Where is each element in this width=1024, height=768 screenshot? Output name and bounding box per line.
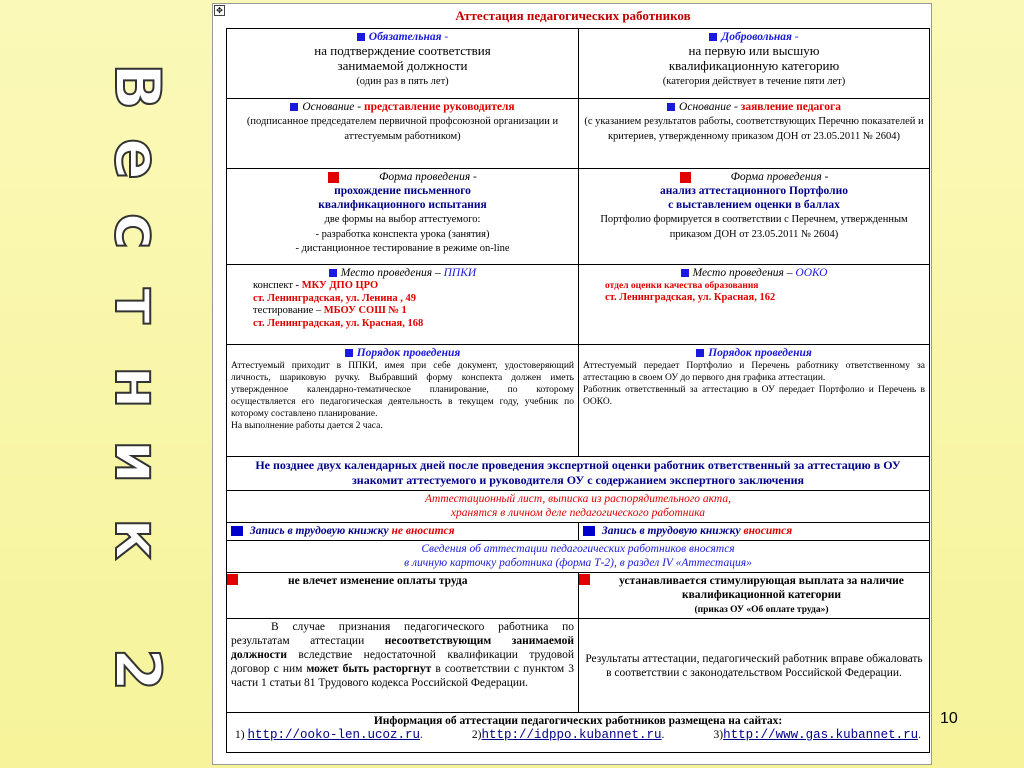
left-kind: Обязательная xyxy=(368,31,442,43)
blue-square-bullet-icon xyxy=(345,349,353,357)
left-workbook-cell xyxy=(227,523,579,541)
link-num-2: 2) xyxy=(471,729,482,741)
right-order-text-2: Работник ответственный за аттестацию в ОУ передает Портфолио и Перечень в ООКО. xyxy=(583,385,925,407)
right-place-org: ООКО xyxy=(795,267,828,279)
right-purpose-2: квалификационную категорию xyxy=(668,58,840,73)
left-basis-note: (подписанное председателем первичной профсоюзной организации и аттестуемым работником) xyxy=(246,116,559,142)
link-item-1 xyxy=(235,728,423,742)
left-form-cell xyxy=(227,169,579,265)
link-num-1: 1) xyxy=(235,729,245,741)
left-result-bold-2: может быть расторгнут xyxy=(306,663,432,675)
blue-square-bullet-icon xyxy=(681,269,689,277)
info-cell xyxy=(227,713,930,753)
right-order-label: Порядок проведения xyxy=(708,347,812,359)
link-tail-1: . xyxy=(420,729,423,741)
vertical-number: 2 xyxy=(101,648,174,692)
document-title: Аттестация педагогических работников xyxy=(455,8,691,23)
page-number: 10 xyxy=(940,710,958,727)
common-card-cell xyxy=(227,541,930,573)
left-place-cell xyxy=(227,265,579,345)
left-purpose-1: на подтверждение соответствия xyxy=(314,43,491,58)
common-docs-line-2: хранятся в личном деле педагогического работника xyxy=(450,507,706,519)
blue-square-bullet-icon xyxy=(667,103,675,111)
left-basis-value: представление руководителя xyxy=(364,101,515,113)
right-pay-cell xyxy=(579,573,930,619)
right-place-value-2: ст. Ленинградская, ул. Красная, 162 xyxy=(605,292,776,303)
left-form-value-2: квалификационного испытания xyxy=(318,199,487,211)
link-gas[interactable]: http://www.gas.kubannet.ru xyxy=(723,728,919,742)
right-pay-note: (приказ ОУ «Об оплате труда») xyxy=(694,605,829,615)
info-title: Информация об аттестации педагогических работников размещена на сайтах: xyxy=(373,715,783,727)
left-workbook-label: Запись в трудовую книжку xyxy=(249,525,389,537)
vertical-letter-2: е xyxy=(101,138,174,181)
blue-square-bullet-icon xyxy=(709,33,717,41)
blue-square-bullet-icon xyxy=(290,103,298,111)
left-pay-cell xyxy=(227,573,579,619)
left-result-text-1: В случае признания педагогического работника по результатам аттестации xyxy=(231,621,574,647)
link-idppo[interactable]: http://idppo.kubannet.ru xyxy=(481,728,662,742)
left-place-value-1: МКУ ДПО ЦРО xyxy=(301,280,379,291)
left-result-bold-1: несоответствующим занимаемой должности xyxy=(231,635,574,661)
left-result-text-3: в соответствии с пунктом 3 части 1 статьи 81 Трудового кодекса Российской Федерации. xyxy=(231,663,574,689)
vertical-letter-4: т xyxy=(101,288,174,324)
right-kind: Добровольная xyxy=(721,31,792,43)
left-period: (один раз в пять лет) xyxy=(356,76,449,87)
left-order-cell xyxy=(227,345,579,457)
red-square-bullet-icon xyxy=(227,574,238,585)
right-purpose-1: на первую или высшую xyxy=(688,43,820,58)
left-place-org: ППКИ xyxy=(443,267,477,279)
right-result-text: Результаты аттестации, педагогический работник вправе обжаловать в соответствии с законодательством Российской Федерации. xyxy=(585,652,923,679)
left-place-value-2: ст. Ленинградская, ул. Ленина , 49 xyxy=(253,292,417,304)
blue-square-bullet-icon xyxy=(329,269,337,277)
left-order-text: Аттестуемый приходит в ППКИ, имея при себе документ, удостоверяющий личность, шариковую ручку. Выбравший форму конспекта должен иметь утвержденное календарно-тематическое планирование, по которому осуществляется его педагогическая деятельность в текущем году, учебник по которому составлено планирование. xyxy=(231,361,574,419)
link-num-3: 3) xyxy=(713,729,724,741)
right-pay-text: устанавливается стимулирующая выплата за наличие квалификационной категории xyxy=(619,575,904,601)
red-square-bullet-icon xyxy=(328,172,339,183)
left-workbook-value: не вносится xyxy=(391,525,455,537)
right-place-value-1: отдел оценки качества образования xyxy=(605,281,759,291)
red-square-bullet-icon xyxy=(579,574,590,585)
right-order-text-1: Аттестуемый передает Портфолио и Перечень работнику ответственному за аттестацию в своем ОУ до первого дня графика аттестации. xyxy=(583,361,925,383)
left-order-time: На выполнение работы дается 2 часа. xyxy=(231,421,383,431)
table-move-handle-icon[interactable]: ✥ xyxy=(214,5,225,16)
link-tail-3: . xyxy=(918,729,921,741)
right-form-line-1: Портфолио формируется в соответствии с Перечнем, утвержденным приказом ДОН от 23.05.2011 № 2604) xyxy=(600,214,908,240)
right-form-cell xyxy=(579,169,930,265)
left-place-value-3: МБОУ СОШ № 1 xyxy=(323,305,407,316)
left-form-label: Форма проведения - xyxy=(379,171,477,183)
common-card-line-2: в личную карточку работника (форма Т-2), в раздел IV «Аттестация» xyxy=(404,557,752,569)
vertical-letter-1: В xyxy=(101,63,174,111)
left-form-line-1: две формы на выбор аттестуемого: xyxy=(324,214,481,225)
left-form-line-3: - дистанционное тестирование в режиме on-line xyxy=(295,243,510,254)
right-workbook-label: Запись в трудовую книжку xyxy=(601,525,741,537)
blue-square-bullet-icon xyxy=(696,349,704,357)
link-ooko[interactable]: http://ooko-len.ucoz.ru xyxy=(247,728,420,742)
right-form-value-2: с выставлением оценки в баллах xyxy=(668,199,840,211)
right-basis-value: заявление педагога xyxy=(740,101,841,113)
left-type-cell xyxy=(227,29,579,99)
left-place-value-4: ст. Ленинградская, ул. Красная, 168 xyxy=(253,317,424,329)
right-basis-cell: Основание - заявление педагога (с указанием результатов работы, соответствующих Перечню показателей и критериев, утвержденному приказом ДОН от 23.05.2011 № 2604) xyxy=(579,99,930,169)
blue-square-bullet-icon xyxy=(357,33,365,41)
right-workbook-cell xyxy=(579,523,930,541)
left-order-label: Порядок проведения xyxy=(356,347,461,359)
left-pay-text: не влечет изменение оплаты труда xyxy=(288,575,468,587)
left-result-cell xyxy=(227,619,579,713)
vertical-letter-5: н xyxy=(101,366,174,409)
vertical-letter-6: и xyxy=(101,440,174,484)
common-notice: Не позднее двух календарных дней после проведения экспертной оценки работник ответственный за аттестацию в ОУ знакомит аттестуемого и руководителя ОУ с содержанием экспертного заключения xyxy=(227,457,930,491)
right-period: (категория действует в течение пяти лет) xyxy=(662,76,846,87)
left-form-value-1: прохождение письменного xyxy=(334,185,471,197)
link-item-3 xyxy=(713,728,921,742)
attestation-table xyxy=(226,28,930,753)
right-type-cell xyxy=(579,29,930,99)
blue-square-bullet-icon xyxy=(583,526,595,536)
blue-square-bullet-icon xyxy=(231,526,243,536)
left-kind-dash: - xyxy=(441,31,449,43)
right-result-cell xyxy=(579,619,930,713)
common-card-line-1: Сведения об аттестации педагогических работников вносятся xyxy=(421,543,735,555)
right-basis-label: Основание xyxy=(679,101,732,113)
left-place-prefix-3: тестирование – xyxy=(253,305,324,316)
right-basis-note: (с указанием результатов работы, соответствующих Перечню показателей и критериев, утвержденному приказом ДОН от 23.05.2011 № 2604) xyxy=(584,116,924,142)
left-purpose-2: занимаемой должности xyxy=(337,58,468,73)
right-place-label: Место проведения – xyxy=(692,267,793,279)
left-form-line-2: - разработка конспекта урока (занятия) xyxy=(315,228,490,240)
common-docs-cell xyxy=(227,491,930,523)
document-page xyxy=(212,3,932,765)
vertical-title xyxy=(38,48,174,728)
right-form-value-1: анализ аттестационного Портфолио xyxy=(660,185,848,197)
left-result-text-2: вследствие недостаточной квалификации трудовой договор с ним xyxy=(231,649,574,675)
left-basis-label: Основание xyxy=(302,101,355,113)
right-place-cell xyxy=(579,265,930,345)
right-form-label: Форма проведения - xyxy=(730,171,829,183)
left-place-prefix-1: конспект - xyxy=(253,280,302,291)
vertical-letter-3: с xyxy=(101,213,174,250)
vertical-letter-7: к xyxy=(101,518,174,561)
left-basis-cell: Основание - представление руководителя (подписанное председателем первичной профсоюзной организации и аттестуемым работником) xyxy=(227,99,579,169)
red-square-bullet-icon xyxy=(680,172,691,183)
link-tail-2: . xyxy=(661,729,665,741)
left-place-label: Место проведения – xyxy=(340,267,441,279)
right-workbook-value: вносится xyxy=(743,525,793,537)
link-item-2 xyxy=(472,728,665,742)
right-kind-dash: - xyxy=(791,31,799,43)
right-order-cell xyxy=(579,345,930,457)
common-docs-line-1: Аттестационный лист, выписка из распорядительного акта, xyxy=(425,493,731,505)
